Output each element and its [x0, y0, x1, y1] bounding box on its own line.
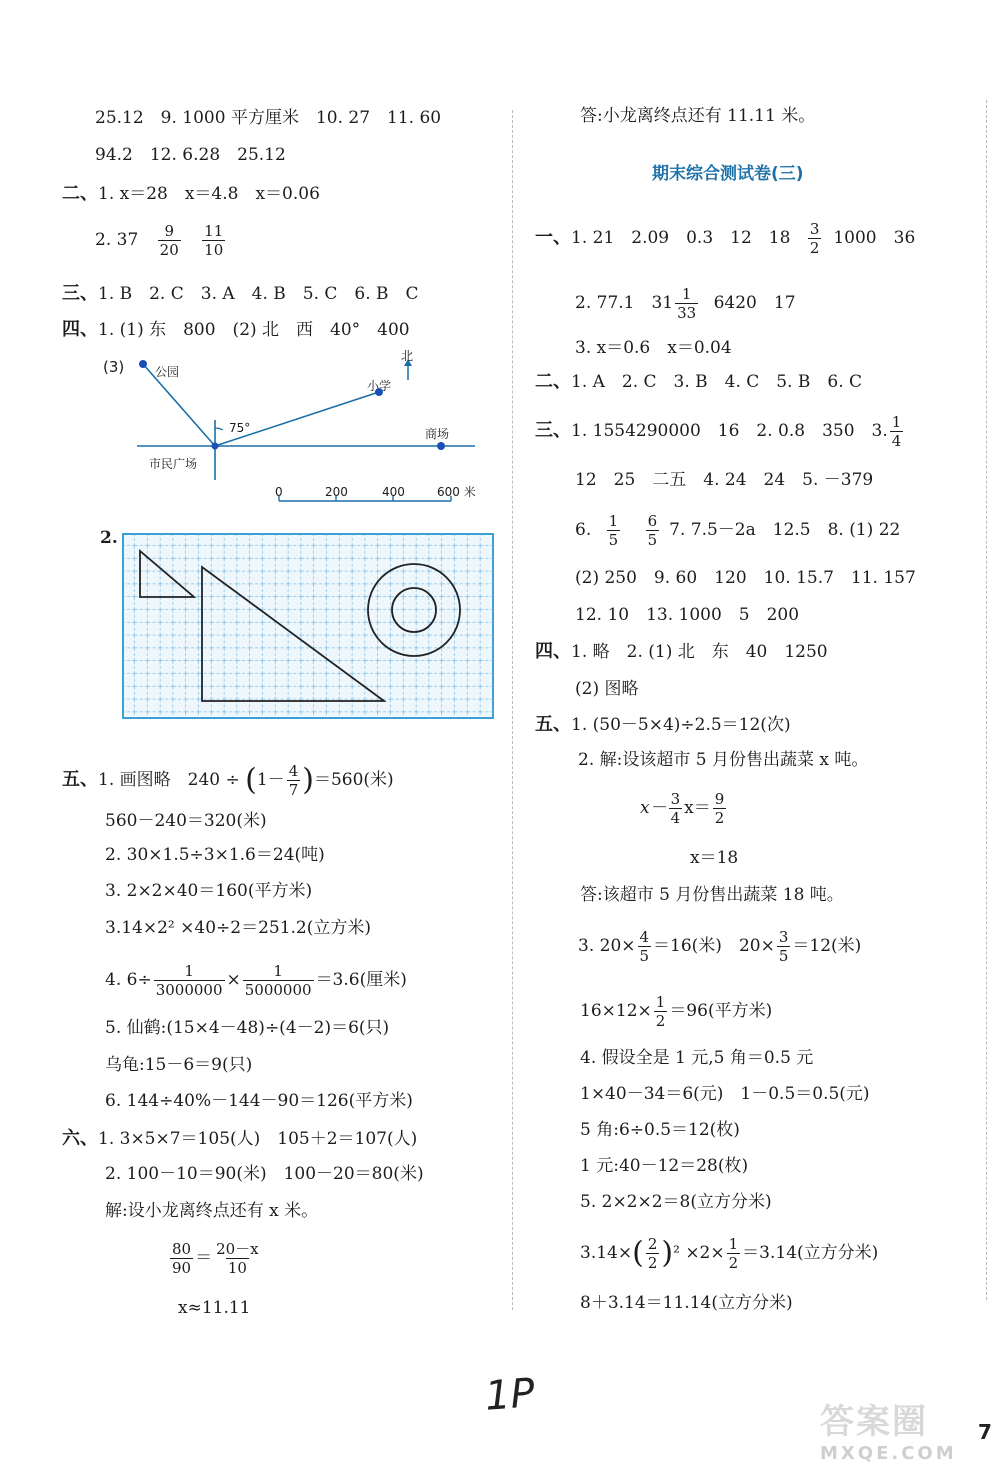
answer-text: ＝ [195, 1248, 213, 1268]
mall-point [437, 442, 445, 450]
section-mark: 四、 [62, 319, 98, 340]
answer-text: 1. A 2. C 3. B 4. C 5. B 6. C [571, 372, 863, 392]
fraction: $\frac{1}{2}$ [728, 1235, 739, 1272]
fraction: $\frac{6}{5}$ [647, 512, 658, 549]
section-mark: 三、 [535, 420, 571, 441]
answer-text: 1. 1554290000 16 2. 0.8 350 3. [571, 421, 888, 441]
fraction: $\frac{9}{2}$ [714, 790, 725, 827]
answer-text: 16×12× [580, 1001, 652, 1021]
angle-arc [215, 428, 223, 430]
answer-text: ＝560(米) [313, 770, 394, 790]
answer-line [95, 222, 227, 259]
answer-line: 1 元:40－12＝28(枚) [580, 1156, 749, 1176]
angle-label: 75° [229, 421, 251, 435]
section-mark: 五、 [535, 714, 571, 735]
answer-line [535, 413, 905, 450]
answer-text: x－ [640, 798, 667, 818]
answer-line: 5. 仙鹤:(15×4－48)÷(4－2)＝6(只) [105, 1018, 390, 1038]
sub-label: 2. [100, 528, 118, 548]
answer-line [578, 928, 861, 965]
scale-tick: 600 米 [437, 485, 476, 499]
answer-line [535, 220, 915, 257]
answer-line [640, 790, 728, 827]
plaza-label: 市民广场 [149, 457, 198, 471]
scale-tick: 400 [382, 485, 405, 499]
answer-line: 乌龟:15－6＝9(只) [105, 1055, 253, 1075]
fraction: $\frac{4}{7}$ [288, 762, 299, 799]
answer-line: x＝18 [690, 848, 739, 868]
answer-text: 1. 略 2. (1) 北 东 40 1250 [571, 642, 828, 662]
answer-text: 1. x＝28 x＝4.8 x＝0.06 [98, 184, 320, 204]
answer-line: 4. 假设全是 1 元,5 角＝0.5 元 [580, 1048, 814, 1068]
direction-map-diagram [95, 350, 495, 510]
answer-line: 6. 144÷40%－144－90＝126(平方米) [105, 1091, 413, 1111]
answer-text: 1. 21 2.09 0.3 12 18 [571, 228, 791, 248]
answer-line: 94.2 12. 6.28 25.12 [95, 145, 286, 165]
fraction: $\frac{3}{4}$ [670, 790, 681, 827]
answer-text: 6. [575, 520, 592, 540]
answer-line [575, 285, 796, 322]
answer-line: 8＋3.14＝11.14(立方分米) [580, 1293, 793, 1313]
scale-tick: 200 [325, 485, 348, 499]
page-edge-divider [986, 100, 987, 1300]
answer-line: 12 25 二五 4. 24 24 5. －379 [575, 470, 874, 490]
answer-line [535, 373, 862, 391]
section-mark: 一、 [535, 227, 571, 248]
fraction: $\frac{1}{2}$ [655, 993, 666, 1030]
fraction: $\frac{20-x}{10}$ [216, 1240, 259, 1277]
answer-line [580, 993, 772, 1030]
fraction: $\frac{80}{90}$ [172, 1240, 192, 1277]
park-label: 公园 [155, 365, 180, 379]
answer-line [168, 1240, 263, 1277]
north-label: 北 [401, 350, 414, 363]
answer-line [535, 716, 791, 734]
fraction: $\frac{9}{20}$ [159, 222, 179, 259]
answer-text: 7. 7.5－2a 12.5 8. (1) 22 [669, 520, 901, 540]
answer-text: × [226, 970, 241, 990]
answer-text: ＝12(米) [792, 936, 862, 956]
sub-label: (3) [103, 358, 125, 376]
answer-line: 2. 解:设该超市 5 月份售出蔬菜 x 吨。 [578, 750, 869, 770]
section-mark: 二、 [535, 371, 571, 392]
answer-line: 2. 30×1.5÷3×1.6＝24(吨) [105, 845, 325, 865]
answer-text: 2. 37 [95, 230, 139, 250]
fraction: $\frac{3}{5}$ [778, 928, 789, 965]
answer-text: 4. 6÷ [105, 970, 152, 990]
answer-text: 2. 77.1 31 [575, 293, 674, 313]
answer-line [62, 185, 320, 203]
answer-line: 5. 2×2×2＝8(立方分米) [580, 1192, 772, 1212]
section-mark: 四、 [535, 641, 571, 662]
answer-text: 6420 17 [713, 293, 796, 313]
answer-line [62, 285, 419, 303]
fraction: $\frac{1}{3000000}$ [155, 962, 223, 999]
school-line [215, 392, 379, 446]
answer-line [105, 962, 407, 999]
plaza-point [212, 443, 219, 450]
answer-line: 3. x＝0.6 x＝0.04 [575, 338, 732, 358]
answer-line: x≈11.11 [178, 1298, 251, 1318]
answer-line: 答:小龙离终点还有 11.11 米。 [580, 106, 816, 126]
fraction: $\frac{11}{10}$ [204, 222, 224, 259]
answer-text: x＝ [684, 798, 711, 818]
watermark-url: MXQE.COM [820, 1443, 957, 1464]
answer-text: 1. 3×5×7＝105(人) 105＋2＝107(人) [98, 1129, 418, 1149]
answer-text: ＝16(米) 20× [653, 936, 775, 956]
grid-pattern [123, 534, 493, 718]
grid-drawing [122, 533, 494, 719]
fraction: $\frac{1}{5000000}$ [244, 962, 312, 999]
answer-text: 3.14× [580, 1243, 633, 1263]
answer-text: 1. 画图略 240 ÷ [98, 770, 240, 790]
answer-line: 3.14×( $\frac{2}{2}$ )² ×2× $\frac{1}{2}$ ＝3.14(立方分米) [580, 1235, 879, 1272]
section-mark: 三、 [62, 283, 98, 304]
section-mark: 六、 [62, 1128, 98, 1149]
column-divider [512, 110, 513, 1310]
test-title: 期末综合测试卷(三) [652, 164, 804, 184]
scale-tick: 0 [275, 485, 283, 499]
answer-line: 3.14×2² ×40÷2＝251.2(立方米) [105, 918, 371, 938]
fraction: $\frac{1}{5}$ [608, 512, 619, 549]
answer-text: ＝3.14(立方分米) [742, 1243, 879, 1263]
answer-text: ＝3.6(厘米) [315, 970, 407, 990]
answer-line [62, 321, 410, 339]
answer-line [575, 512, 900, 549]
section-mark: 二、 [62, 183, 98, 204]
answer-text: 1000 36 [833, 228, 916, 248]
answer-line: 12. 10 13. 1000 5 200 [575, 605, 800, 625]
answer-line: 解:设小龙离终点还有 x 米。 [105, 1201, 319, 1221]
answer-line: (2) 图略 [575, 679, 639, 699]
watermark-logo [820, 1402, 985, 1467]
fraction: $\frac{3}{2}$ [809, 220, 820, 257]
answer-line: 5 角:6÷0.5＝12(枚) [580, 1120, 740, 1140]
page-number: 7 [978, 1420, 992, 1444]
answer-line [62, 1130, 417, 1148]
park-point [139, 360, 147, 368]
answer-line: 25.12 9. 1000 平方厘米 10. 27 11. 60 [95, 108, 442, 128]
section-mark: 五、 [62, 769, 98, 790]
answer-text: ² ×2× [673, 1243, 725, 1263]
answer-text: ＝96(平方米) [669, 1001, 773, 1021]
mall-label: 商场 [425, 427, 450, 441]
answer-text: 1. (1) 东 800 (2) 北 西 40° 400 [98, 320, 410, 340]
answer-line: 答:该超市 5 月份售出蔬菜 18 吨。 [580, 885, 844, 905]
answer-line: (2) 250 9. 60 120 10. 15.7 11. 157 [575, 568, 916, 588]
fraction: $\frac{1}{4}$ [891, 413, 902, 450]
fraction: $\frac{4}{5}$ [639, 928, 650, 965]
handwritten-mark: 1P [483, 1370, 537, 1420]
answer-text: 3. 20× [578, 936, 636, 956]
answer-line: 560－240＝320(米) [105, 811, 267, 831]
answer-line [535, 643, 828, 661]
fraction: $\frac{1}{33}$ [677, 285, 697, 322]
answer-line: 五、1. 画图略 240 ÷ (1－ $\frac{4}{7}$ )＝560(米) [62, 762, 394, 799]
answer-line: 2. 100－10＝90(米) 100－20＝80(米) [105, 1164, 424, 1184]
answer-text: 1. (50－5×4)÷2.5＝12(次) [571, 715, 791, 735]
watermark-text: 答案圈 [820, 1402, 928, 1442]
answer-text: 1－ [256, 770, 285, 790]
fraction: $\frac{2}{2}$ [647, 1235, 658, 1272]
answer-line: 3. 2×2×40＝160(平方米) [105, 881, 313, 901]
answer-line: 1×40－34＝6(元) 1－0.5＝0.5(元) [580, 1084, 870, 1104]
school-label: 小学 [367, 379, 392, 393]
answer-text: 1. B 2. C 3. A 4. B 5. C 6. B C [98, 284, 419, 304]
